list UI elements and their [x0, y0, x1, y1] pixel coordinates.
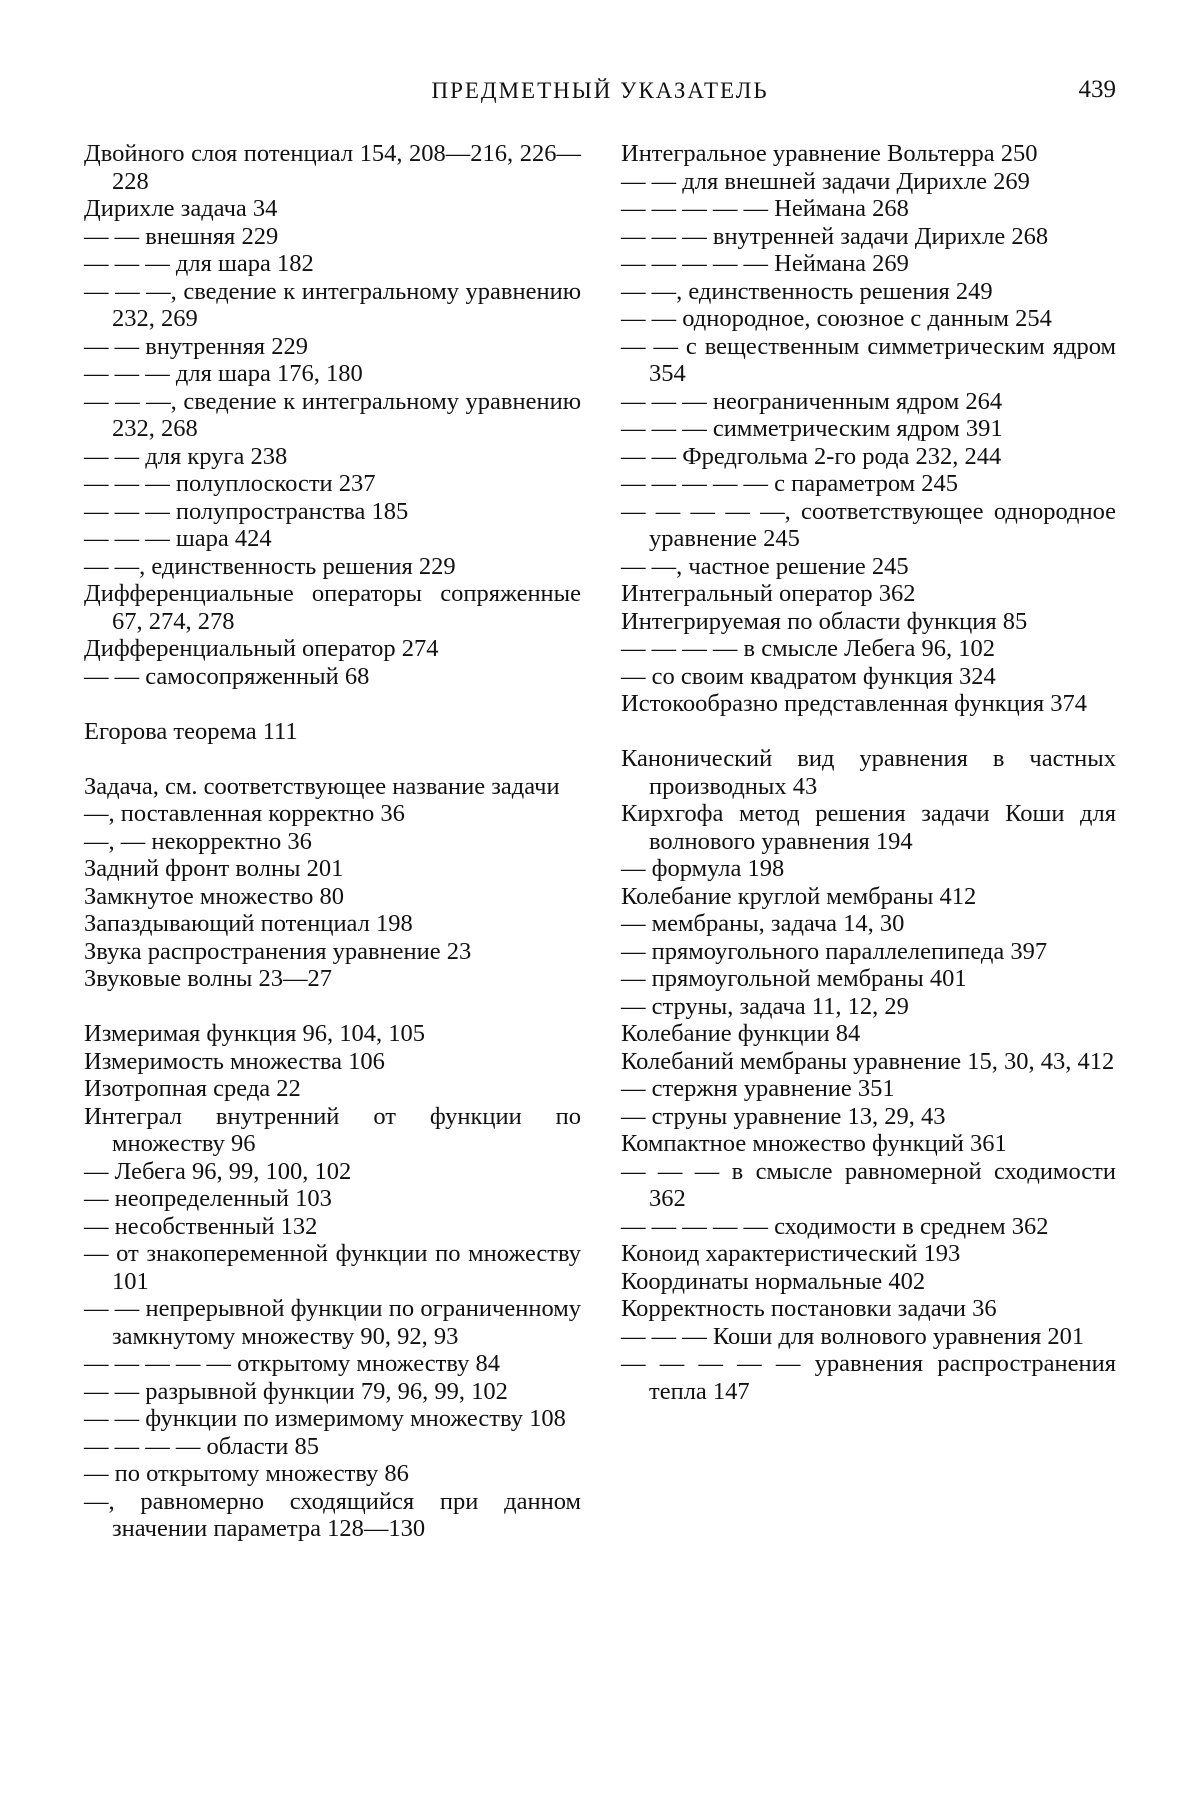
index-entry: Измеримость множества 106 — [84, 1047, 385, 1075]
index-entry: — — — симметрическим ядром 391 — [621, 415, 1003, 442]
index-entry: Колебание круглой мембраны 412 — [621, 882, 977, 910]
index-entry: — мембраны, задача 14, 30 — [621, 910, 905, 937]
index-entry: — — — Коши для волнового уравнения 201 — [621, 1322, 1085, 1350]
index-entry: Дифференциальные операторы сопряженные 67, 274, 278 — [84, 580, 581, 635]
index-entry: Двойного слоя потенциал 154, 208—216, 226—228 — [84, 140, 581, 195]
index-entry: —, равномерно сходящийся при данном значении параметра 128—130 — [84, 1487, 581, 1542]
index-entry: Канонический вид уравнения в частных производных 43 — [621, 745, 1116, 800]
index-entry: — — — неограниченным ядром 264 — [621, 387, 1003, 415]
index-entry: Интегральный оператор 362 — [621, 580, 916, 607]
index-entry: Измеримая функция 96, 104, 105 — [84, 1020, 426, 1047]
index-entry: —, поставленная корректно 36 — [84, 800, 405, 827]
index-entry: — — непрерывной функции по ограниченному замкнутому множеству 90, 92, 93 — [84, 1295, 581, 1350]
index-entry: — — для круга 238 — [84, 442, 288, 470]
index-entry: Звуковые волны 23—27 — [84, 965, 332, 992]
index-entry: — — однородное, союзное с данным 254 — [621, 305, 1052, 332]
index-entry: — струны уравнение 13, 29, 43 — [621, 1102, 946, 1130]
index-entry: — — внешняя 229 — [84, 222, 279, 250]
page-header — [84, 70, 1116, 110]
index-entry: — — —, сведение к интегральному уравнению 232, 269 — [84, 277, 581, 332]
index-entry: — стержня уравнение 351 — [621, 1075, 895, 1102]
index-entry: — со своим квадратом функция 324 — [621, 662, 996, 690]
index-entry: — — — в смысле равномерной сходимости 362 — [621, 1157, 1116, 1212]
index-entry: — струны, задача 11, 12, 29 — [621, 992, 909, 1020]
index-entry: — формула 198 — [621, 855, 785, 882]
index-entry: — —, единственность решения 229 — [84, 552, 456, 580]
index-entry: Компактное множество функций 361 — [621, 1130, 1007, 1157]
index-entry: — — — для шара 182 — [84, 250, 314, 277]
index-entry: — — — — области 85 — [84, 1432, 320, 1460]
index-entry: — прямоугольного параллелепипеда 397 — [621, 937, 1048, 965]
index-entry: Запаздывающий потенциал 198 — [84, 910, 413, 937]
index-entry: — —, единственность решения 249 — [621, 277, 993, 305]
index-entry: — от знакопеременной функции по множеству 101 — [84, 1240, 581, 1295]
index-entry: — — — — в смысле Лебега 96, 102 — [621, 635, 996, 662]
index-entry: — —, частное решение 245 — [621, 552, 909, 580]
right-index-column — [621, 140, 1116, 1405]
index-entry: — — —, сведение к интегральному уравнению 232, 268 — [84, 387, 581, 442]
index-entry: — — с вещественным симметрическим ядром 354 — [621, 332, 1116, 387]
index-entry: Егорова теорема 111 — [84, 717, 298, 745]
index-entry: Интегрируемая по области функция 85 — [621, 607, 1028, 635]
index-entry: Корректность постановки задачи 36 — [621, 1295, 997, 1322]
index-entry: Координаты нормальные 402 — [621, 1267, 926, 1295]
index-entry: — — — — — Неймана 268 — [621, 195, 909, 222]
index-entry: — — — шара 424 — [84, 525, 272, 552]
index-entry: — по открытому множеству 86 — [84, 1460, 409, 1487]
index-entry: Звука распространения уравнение 23 — [84, 937, 472, 965]
index-entry: — — — — — Неймана 269 — [621, 250, 909, 277]
index-entry: Задача, см. соответствующее название задачи — [84, 772, 560, 800]
index-entry: Интегральное уравнение Вольтерра 250 — [621, 140, 1038, 167]
index-entry: — — функции по измеримому множеству 108 — [84, 1405, 566, 1432]
index-entry: — — самосопряженный 68 — [84, 662, 370, 690]
page-number: 439 — [1078, 76, 1116, 103]
index-entry: — — — полуплоскости 237 — [84, 470, 376, 497]
index-entry: Колебание функции 84 — [621, 1020, 861, 1047]
index-entry: — — — — — сходимости в среднем 362 — [621, 1212, 1049, 1240]
index-entry: — — внутренняя 229 — [84, 332, 308, 360]
index-entry: — Лебега 96, 99, 100, 102 — [84, 1157, 352, 1185]
index-entry: Дифференциальный оператор 274 — [84, 635, 439, 662]
index-entry: — — — — —, соответствующее однородное уравнение 245 — [621, 497, 1116, 552]
index-entry: — — — для шара 176, 180 — [84, 360, 363, 387]
index-entry: Кирхгофа метод решения задачи Коши для волнового уравнения 194 — [621, 800, 1116, 855]
left-index-column — [84, 140, 581, 1543]
index-entry: — несобственный 132 — [84, 1212, 318, 1240]
index-entry: Дирихле задача 34 — [84, 195, 278, 222]
index-entry: — — разрывной функции 79, 96, 99, 102 — [84, 1377, 508, 1405]
index-entry: — — — внутренней задачи Дирихле 268 — [621, 222, 1049, 250]
index-entry: Изотропная среда 22 — [84, 1075, 301, 1102]
index-entry: — прямоугольной мембраны 401 — [621, 965, 967, 992]
index-entry: Истокообразно представленная функция 374 — [621, 690, 1087, 717]
index-entry: — — — — — уравнения распространения тепла 147 — [621, 1350, 1116, 1405]
index-entry: Задний фронт волны 201 — [84, 855, 344, 882]
index-entry: Коноид характеристический 193 — [621, 1240, 961, 1267]
index-entry: — — — полупространства 185 — [84, 497, 409, 525]
index-entry: Колебаний мембраны уравнение 15, 30, 43, 412 — [621, 1047, 1115, 1075]
index-entry: Замкнутое множество 80 — [84, 882, 345, 910]
index-entry: Интеграл внутренний от функции по множеству 96 — [84, 1102, 581, 1157]
index-entry: — неопределенный 103 — [84, 1185, 332, 1212]
index-entry: — — Фредгольма 2-го рода 232, 244 — [621, 442, 1002, 470]
running-title: ПРЕДМЕТНЫЙ УКАЗАТЕЛЬ — [431, 78, 769, 103]
index-entry: — — — — — с параметром 245 — [621, 470, 959, 497]
index-entry: — — — — — открытому множеству 84 — [84, 1350, 500, 1377]
index-entry: — — для внешней задачи Дирихле 269 — [621, 167, 1030, 195]
index-entry: —, — некорректно 36 — [84, 827, 312, 855]
